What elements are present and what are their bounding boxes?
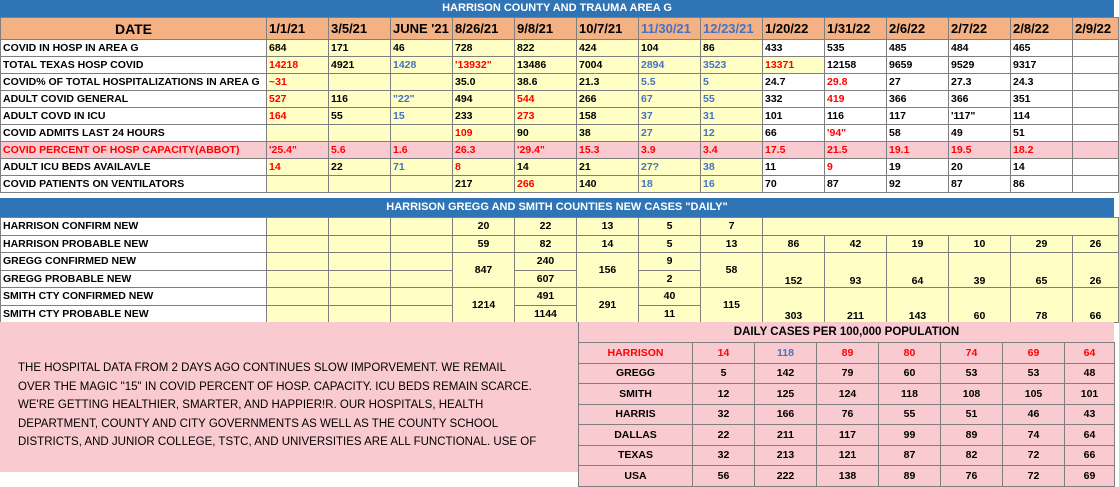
cell: 64 <box>887 253 949 288</box>
cell: 29 <box>1011 235 1073 253</box>
cell: '13932" <box>453 57 515 74</box>
date-col: 10/7/21 <box>577 18 639 40</box>
cell: 40 <box>639 288 701 306</box>
cell: 9529 <box>949 57 1011 74</box>
cases-banner: HARRISON GREGG AND SMITH COUNTIES NEW CASES "DAILY" <box>0 198 1114 217</box>
cell: 21.3 <box>577 74 639 91</box>
cell <box>1073 176 1119 193</box>
cell: 19 <box>887 159 949 176</box>
cell: 266 <box>515 176 577 193</box>
cell: 121 <box>817 445 879 466</box>
date-col: 1/20/22 <box>763 18 825 40</box>
cell: 847 <box>453 253 515 288</box>
cell: 79 <box>817 363 879 384</box>
cell: 138 <box>817 466 879 487</box>
cell: 9317 <box>1011 57 1073 74</box>
cell: 74 <box>941 343 1003 364</box>
cell <box>1073 40 1119 57</box>
row-label: ADULT COVD IN ICU <box>1 108 267 125</box>
cell: 9 <box>639 253 701 271</box>
cell: 55 <box>329 108 391 125</box>
row-label: HARRISON CONFIRM NEW <box>1 218 267 236</box>
cell: 27? <box>639 159 701 176</box>
date-col: 11/30/21 <box>639 18 701 40</box>
region-label: TEXAS <box>579 445 693 466</box>
cell: 55 <box>879 404 941 425</box>
cell: 115 <box>701 288 763 323</box>
cell: 494 <box>453 91 515 108</box>
cell: 101 <box>763 108 825 125</box>
cell: 105 <box>1003 384 1065 405</box>
cell: 424 <box>577 40 639 57</box>
cell: 217 <box>453 176 515 193</box>
cell: 27 <box>639 125 701 142</box>
cell: 32 <box>693 445 755 466</box>
cell: 64 <box>1065 343 1115 364</box>
cell: 18.2 <box>1011 142 1073 159</box>
cell: 266 <box>577 91 639 108</box>
cell: 1144 <box>515 305 577 323</box>
cell: 3523 <box>701 57 763 74</box>
cell: 66 <box>1065 445 1115 466</box>
cell: 19 <box>887 235 949 253</box>
cell: 37 <box>639 108 701 125</box>
cell: 109 <box>453 125 515 142</box>
cell: 101 <box>1065 384 1115 405</box>
cell: 291 <box>577 288 639 323</box>
table-row <box>1 40 1119 57</box>
row-label: SMITH CTY PROBABLE NEW <box>1 305 267 323</box>
cell: 5 <box>701 74 763 91</box>
cell: 15.3 <box>577 142 639 159</box>
row-label: TOTAL TEXAS HOSP COVID <box>1 57 267 74</box>
cell: 303 <box>763 288 825 323</box>
row-label: ADULT ICU BEDS AVAILAVLE <box>1 159 267 176</box>
cell: 166 <box>755 404 817 425</box>
cell: 332 <box>763 91 825 108</box>
cell: 42 <box>825 235 887 253</box>
cell <box>267 125 329 142</box>
table-row <box>1 91 1119 108</box>
commentary-text: THE HOSPITAL DATA FROM 2 DAYS AGO CONTINUES SLOW IMPORVEMENT. WE REMAIL OVER THE MAGIC "15" IN COVID PERCENT OF HOSP. CAPACITY. ICU BEDS REMAIN SCARCE. WE'RE GETTING HEALTHIER, SMARTER, AND HAPPIER!R. OUR HOSPITALS, HEALTH DEPARTMENT, COUNTY AND CITY GOVERNMENTS AS WELL AS THE COUNTY SCHOOL DISTRICTS, AND JUNIOR COLLEGE, TSTC, AND UNIVERSITIES ARE ALL FUNCTIONAL. USE OF <box>18 362 537 449</box>
cell: 20 <box>949 159 1011 176</box>
cell <box>391 125 453 142</box>
cell: 4921 <box>329 57 391 74</box>
table-row <box>1 108 1119 125</box>
cell <box>1073 91 1119 108</box>
table-row <box>1 74 1119 91</box>
cell: 82 <box>941 445 1003 466</box>
cell: 118 <box>755 343 817 364</box>
cell: '94" <box>825 125 887 142</box>
row-label: HARRISON PROBABLE NEW <box>1 235 267 253</box>
cell: 55 <box>701 91 763 108</box>
cell: 51 <box>1011 125 1073 142</box>
cell: 117 <box>817 425 879 446</box>
cell: 26 <box>1073 235 1119 253</box>
cell: 89 <box>879 466 941 487</box>
cell: 104 <box>639 40 701 57</box>
table-row <box>579 384 1115 405</box>
cell: 5 <box>639 235 701 253</box>
cell: 117 <box>887 108 949 125</box>
cell: 24.3 <box>1011 74 1073 91</box>
cell: 89 <box>941 425 1003 446</box>
cell: 99 <box>879 425 941 446</box>
date-col: 12/23/21 <box>701 18 763 40</box>
cell: 164 <box>267 108 329 125</box>
cell: 66 <box>1073 288 1119 323</box>
cell: 125 <box>755 384 817 405</box>
cell: '25.4" <box>267 142 329 159</box>
cell <box>391 74 453 91</box>
cell: 56 <box>693 466 755 487</box>
cell: 366 <box>949 91 1011 108</box>
cell: 31 <box>701 108 763 125</box>
cell: 684 <box>267 40 329 57</box>
cell: 22 <box>329 159 391 176</box>
cell: 58 <box>887 125 949 142</box>
region-label: HARRIS <box>579 404 693 425</box>
date-col: 1/31/22 <box>825 18 887 40</box>
cell: 51 <box>941 404 1003 425</box>
cell: 90 <box>515 125 577 142</box>
table-row <box>1 57 1119 74</box>
cell: 211 <box>755 425 817 446</box>
cell: 87 <box>949 176 1011 193</box>
cell: 20 <box>453 218 515 236</box>
cell: 35.0 <box>453 74 515 91</box>
cell <box>1073 125 1119 142</box>
table-row <box>579 445 1115 466</box>
cell: 82 <box>515 235 577 253</box>
date-col: 8/26/21 <box>453 18 515 40</box>
cell: 65 <box>1011 253 1073 288</box>
cell: 38.6 <box>515 74 577 91</box>
cell: 535 <box>825 40 887 57</box>
date-header: DATE <box>1 18 267 40</box>
cell: 233 <box>453 108 515 125</box>
cell: 76 <box>817 404 879 425</box>
cell: 273 <box>515 108 577 125</box>
cell: 48 <box>1065 363 1115 384</box>
cell <box>391 176 453 193</box>
cell: 64 <box>1065 425 1115 446</box>
cell: 72 <box>1003 445 1065 466</box>
cell <box>267 176 329 193</box>
table-row <box>1 253 1119 271</box>
per100k-table <box>578 342 1115 487</box>
cell: 10 <box>949 235 1011 253</box>
cell: 38 <box>577 125 639 142</box>
cell: 1428 <box>391 57 453 74</box>
cell: 5.5 <box>639 74 701 91</box>
table-row <box>579 343 1115 364</box>
cell: 24.7 <box>763 74 825 91</box>
cell: 53 <box>1003 363 1065 384</box>
hospital-table <box>0 17 1119 193</box>
row-label: COVID% OF TOTAL HOSPITALIZATIONS IN AREA G <box>1 74 267 91</box>
cell: 46 <box>1003 404 1065 425</box>
cell: 108 <box>941 384 1003 405</box>
cell: 21 <box>577 159 639 176</box>
cell: 69 <box>1003 343 1065 364</box>
cell: 5.6 <box>329 142 391 159</box>
cell: 66 <box>763 125 825 142</box>
table-row <box>1 235 1119 253</box>
cell: 74 <box>1003 425 1065 446</box>
cell: 60 <box>949 288 1011 323</box>
cell: 1.6 <box>391 142 453 159</box>
cell: 9659 <box>887 57 949 74</box>
date-col: 2/7/22 <box>949 18 1011 40</box>
cell: 49 <box>949 125 1011 142</box>
cell: 13 <box>701 235 763 253</box>
cell: 38 <box>701 159 763 176</box>
cell: 27 <box>887 74 949 91</box>
table-row <box>1 218 1119 236</box>
cell: 32 <box>693 404 755 425</box>
cell: '29.4" <box>515 142 577 159</box>
cell: 26 <box>1073 253 1119 288</box>
cell: 366 <box>887 91 949 108</box>
cell: 17.5 <box>763 142 825 159</box>
cell: 86 <box>701 40 763 57</box>
cell: 18 <box>639 176 701 193</box>
cell: 15 <box>391 108 453 125</box>
row-label: COVID PERCENT OF HOSP CAPACITY(ABBOT) <box>1 142 267 159</box>
cell: 433 <box>763 40 825 57</box>
region-label: GREGG <box>579 363 693 384</box>
cell: 72 <box>1003 466 1065 487</box>
cell: 12 <box>693 384 755 405</box>
cell: 27.3 <box>949 74 1011 91</box>
cell: 728 <box>453 40 515 57</box>
cell: 14 <box>267 159 329 176</box>
cell: 39 <box>949 253 1011 288</box>
cell: 2894 <box>639 57 701 74</box>
row-label: COVID ADMITS LAST 24 HOURS <box>1 125 267 142</box>
row-label: SMITH CTY CONFIRMED NEW <box>1 288 267 306</box>
cell: 14 <box>515 159 577 176</box>
cell: 19.5 <box>949 142 1011 159</box>
cell: 140 <box>577 176 639 193</box>
cell: 485 <box>887 40 949 57</box>
region-label: SMITH <box>579 384 693 405</box>
region-label: DALLAS <box>579 425 693 446</box>
cell: 69 <box>1065 466 1115 487</box>
cell: 59 <box>453 235 515 253</box>
cell: 53 <box>941 363 1003 384</box>
table-row <box>579 404 1115 425</box>
cell: 67 <box>639 91 701 108</box>
cell: '117" <box>949 108 1011 125</box>
cell: 156 <box>577 253 639 288</box>
cases-table <box>0 217 1119 323</box>
cell: 86 <box>763 235 825 253</box>
row-label: COVID IN HOSP IN AREA G <box>1 40 267 57</box>
cell: 142 <box>755 363 817 384</box>
cell: 71 <box>391 159 453 176</box>
cell: 484 <box>949 40 1011 57</box>
cell: 822 <box>515 40 577 57</box>
cell: 19.1 <box>887 142 949 159</box>
cell: 116 <box>329 91 391 108</box>
cell: 124 <box>817 384 879 405</box>
cell: 26.3 <box>453 142 515 159</box>
cell <box>1073 108 1119 125</box>
row-label: GREGG PROBABLE NEW <box>1 270 267 288</box>
cell: 21.5 <box>825 142 887 159</box>
cell: 16 <box>701 176 763 193</box>
table-row <box>1 288 1119 306</box>
cell: 12158 <box>825 57 887 74</box>
cell: "22" <box>391 91 453 108</box>
cell: 70 <box>763 176 825 193</box>
cell: 11 <box>639 305 701 323</box>
date-col: 2/9/22 <box>1073 18 1119 40</box>
cell: 8 <box>453 159 515 176</box>
cell: 240 <box>515 253 577 271</box>
cell: 527 <box>267 91 329 108</box>
cell <box>1073 74 1119 91</box>
top-banner: HARRISON COUNTY AND TRAUMA AREA G <box>0 0 1114 17</box>
table-row <box>1 142 1119 159</box>
cell: 465 <box>1011 40 1073 57</box>
cell: 14 <box>577 235 639 253</box>
cell: 92 <box>887 176 949 193</box>
cell: 5 <box>693 363 755 384</box>
cell: 491 <box>515 288 577 306</box>
cell: 22 <box>515 218 577 236</box>
cell: 58 <box>701 253 763 288</box>
cell: 13 <box>577 218 639 236</box>
cell: 222 <box>755 466 817 487</box>
cell: 116 <box>825 108 887 125</box>
cell: 3.4 <box>701 142 763 159</box>
table-row <box>579 425 1115 446</box>
date-col: 9/8/21 <box>515 18 577 40</box>
cell: 76 <box>941 466 1003 487</box>
cell: 46 <box>391 40 453 57</box>
cell <box>1073 142 1119 159</box>
cell: 2 <box>639 270 701 288</box>
cell: 22 <box>693 425 755 446</box>
cell: 9 <box>825 159 887 176</box>
cell: 1214 <box>453 288 515 323</box>
cell: 13486 <box>515 57 577 74</box>
cell: 11 <box>763 159 825 176</box>
cell: 544 <box>515 91 577 108</box>
date-col: JUNE '21 <box>391 18 453 40</box>
date-col: 2/8/22 <box>1011 18 1073 40</box>
cell <box>329 125 391 142</box>
cell: 43 <box>1065 404 1115 425</box>
cell: 29.8 <box>825 74 887 91</box>
cell: 213 <box>755 445 817 466</box>
cell: 118 <box>879 384 941 405</box>
cell: 93 <box>825 253 887 288</box>
table-row <box>1 125 1119 142</box>
cell: 211 <box>825 288 887 323</box>
cell: 80 <box>879 343 941 364</box>
row-label: ADULT COVID GENERAL <box>1 91 267 108</box>
row-label: GREGG CONFIRMED NEW <box>1 253 267 271</box>
region-label: USA <box>579 466 693 487</box>
cell: 143 <box>887 288 949 323</box>
per100k-title: DAILY CASES PER 100,000 POPULATION <box>578 322 1114 342</box>
cell: 87 <box>879 445 941 466</box>
date-col: 1/1/21 <box>267 18 329 40</box>
date-col: 2/6/22 <box>887 18 949 40</box>
date-col: 3/5/21 <box>329 18 391 40</box>
cell: 171 <box>329 40 391 57</box>
cell: 152 <box>763 253 825 288</box>
cell: 14 <box>693 343 755 364</box>
table-row <box>579 363 1115 384</box>
cell: 7 <box>701 218 763 236</box>
cell: 114 <box>1011 108 1073 125</box>
cell: ~31 <box>267 74 329 91</box>
cell: 12 <box>701 125 763 142</box>
cell: 158 <box>577 108 639 125</box>
cell: 13371 <box>763 57 825 74</box>
cell: 86 <box>1011 176 1073 193</box>
cell <box>329 176 391 193</box>
table-row <box>1 159 1119 176</box>
region-label: HARRISON <box>579 343 693 364</box>
cell: 607 <box>515 270 577 288</box>
cell <box>1073 57 1119 74</box>
cell: 351 <box>1011 91 1073 108</box>
row-label: COVID PATIENTS ON VENTILATORS <box>1 176 267 193</box>
cell: 419 <box>825 91 887 108</box>
cell: 14218 <box>267 57 329 74</box>
cell <box>329 74 391 91</box>
cell: 3.9 <box>639 142 701 159</box>
cell: 87 <box>825 176 887 193</box>
cell: 60 <box>879 363 941 384</box>
cell: 89 <box>817 343 879 364</box>
date-header-row <box>1 18 1119 40</box>
cell <box>1073 159 1119 176</box>
cell: 7004 <box>577 57 639 74</box>
cell: 5 <box>639 218 701 236</box>
table-row <box>579 466 1115 487</box>
cell: 14 <box>1011 159 1073 176</box>
table-row <box>1 176 1119 193</box>
cell: 78 <box>1011 288 1073 323</box>
